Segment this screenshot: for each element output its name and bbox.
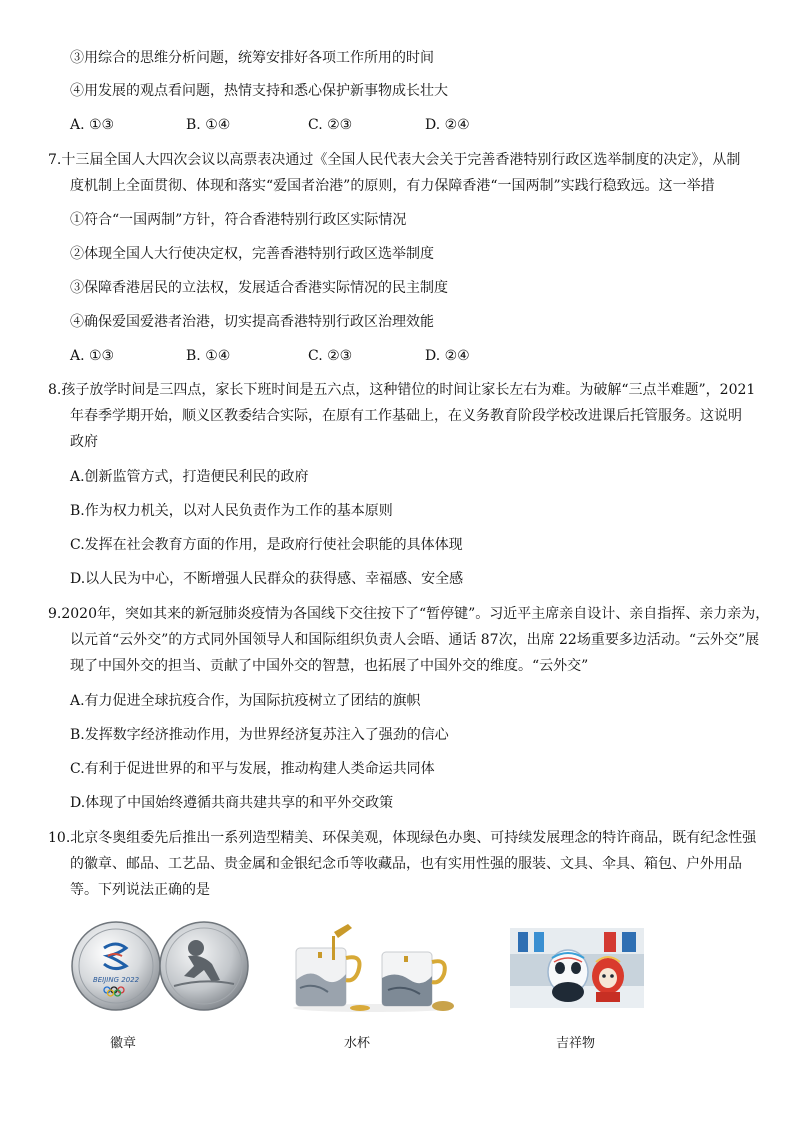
q7-stem-line-2: 度机制上全面贯彻、体现和落实“爱国者治港”的原则，有力保障香港“一国两制”实践行稳致远。这一举措 <box>70 178 715 194</box>
q6-option-a[interactable]: A. ①③ <box>70 117 115 133</box>
q7-statement-1: ①符合“一国两制”方针，符合香港特别行政区实际情况 <box>70 212 407 228</box>
caption-badge: 徽章 <box>110 1036 137 1051</box>
q8-stem-line-1: 8.孩子放学时间是三四点，家长下班时间是五六点，这种错位的时间让家长左右为难。为破解“三点半难题”，2021 <box>48 382 756 398</box>
q9-stem-line-1: 9.2020年，突如其来的新冠肺炎疫情为各国线下交往按下了“暂停键”。习近平主席亲自设计、亲自指挥、亲力亲为， <box>48 606 770 622</box>
q7-option-d[interactable]: D. ②④ <box>425 348 470 364</box>
q9-option-a[interactable]: A.有力促进全球抗疫合作，为国际抗疫树立了团结的旗帜 <box>70 693 421 709</box>
q7-statement-2: ②体现全国人大行使决定权，完善香港特别行政区选举制度 <box>70 246 434 262</box>
caption-mug: 水杯 <box>344 1036 371 1051</box>
q6-option-d[interactable]: D. ②④ <box>425 117 470 133</box>
q7-options <box>70 346 510 366</box>
q7-statement-3: ③保障香港居民的立法权，发展适合香港实际情况的民主制度 <box>70 280 448 296</box>
q6-statement-3: ③用综合的思维分析问题，统筹安排好各项工作所用的时间 <box>70 50 434 66</box>
mugs-image <box>288 922 458 1014</box>
q8-stem-line-3: 政府 <box>70 434 98 450</box>
mascots-image <box>510 928 644 1008</box>
q10-stem-line-3: 等。下列说法正确的是 <box>70 882 210 898</box>
q9-option-b[interactable]: B.发挥数字经济推动作用，为世界经济复苏注入了强劲的信心 <box>70 727 449 743</box>
q6-option-c[interactable]: C. ②③ <box>308 117 353 133</box>
q7-statement-4: ④确保爱国爱港者治港，切实提高香港特别行政区治理效能 <box>70 314 434 330</box>
q8-option-a[interactable]: A.创新监管方式，打造便民利民的政府 <box>70 469 309 485</box>
q6-statement-4: ④用发展的观点看问题，热情支持和悉心保护新事物成长壮大 <box>70 83 448 99</box>
q10-stem-line-2: 的徽章、邮品、工艺品、贵金属和金银纪念币等收藏品，也有实用性强的服装、文具、伞具、箱包、户外用品 <box>70 856 742 872</box>
q9-stem-line-3: 现了中国外交的担当、贡献了中国外交的智慧，也拓展了中国外交的维度。“云外交” <box>70 658 589 674</box>
q10-stem-line-1: 10.北京冬奥组委先后推出一系列造型精美、环保美观，体现绿色办奥、可持续发展理念的特许商品，既有纪念性强 <box>48 830 757 846</box>
q8-option-c[interactable]: C.发挥在社会教育方面的作用，是政府行使社会职能的具体体现 <box>70 537 463 553</box>
q7-stem-line-1: 7.十三届全国人大四次会议以高票表决通过《全国人民代表大会关于完善香港特别行政区选举制度的决定》，从制 <box>48 152 741 168</box>
q6-option-b[interactable]: B. ①④ <box>186 117 231 133</box>
q9-option-d[interactable]: D.体现了中国始终遵循共商共建共享的和平外交政策 <box>70 795 394 811</box>
caption-mascot: 吉祥物 <box>556 1036 596 1051</box>
q7-option-c[interactable]: C. ②③ <box>308 348 353 364</box>
q7-option-b[interactable]: B. ①④ <box>186 348 231 364</box>
badge-coins-image <box>70 918 250 1014</box>
q8-option-b[interactable]: B.作为权力机关，以对人民负责作为工作的基本原则 <box>70 503 393 519</box>
q9-option-c[interactable]: C.有利于促进世界的和平与发展，推动构建人类命运共同体 <box>70 761 435 777</box>
q9-stem-line-2: 以元首“云外交”的方式同外国领导人和国际组织负责人会晤、通话 87次，出席 22场重要多边活动。“云外交”展 <box>70 632 760 648</box>
q8-stem-line-2: 年春季学期开始，顺义区教委结合实际，在原有工作基础上，在义务教育阶段学校改进课后托管服务。这说明 <box>70 408 742 424</box>
q6-options <box>70 115 510 135</box>
coin-inscription: BEIJING 2022 <box>92 976 140 984</box>
q7-option-a[interactable]: A. ①③ <box>70 348 115 364</box>
q8-option-d[interactable]: D.以人民为中心，不断增强人民群众的获得感、幸福感、安全感 <box>70 571 464 587</box>
